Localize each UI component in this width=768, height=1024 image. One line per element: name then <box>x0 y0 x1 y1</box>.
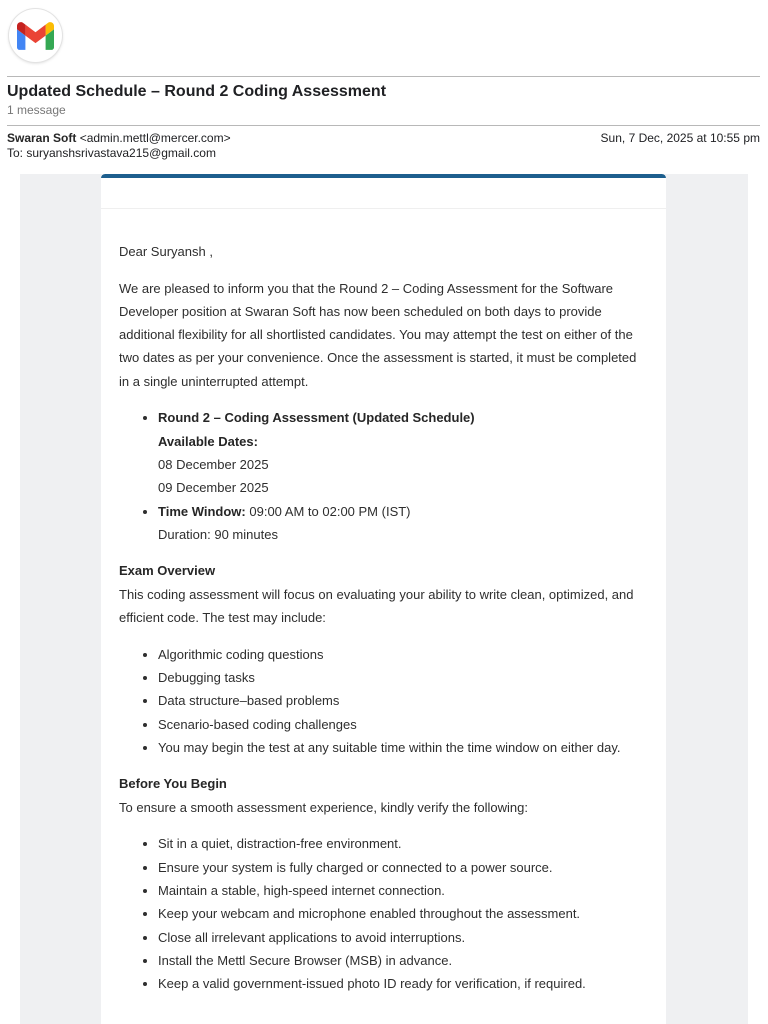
message-card <box>101 174 666 1024</box>
available-date: 08 December 2025 <box>158 456 269 472</box>
sender-name: Swaran Soft <box>7 131 77 145</box>
list-item: • Close all irrelevant applications to avoid interruptions. <box>158 926 648 949</box>
overview-list <box>119 643 648 759</box>
list-item: • Ensure your system is fully charged or connected to a power source. <box>158 856 648 879</box>
time-window-label: Time Window: <box>158 503 246 519</box>
exam-overview-section <box>119 559 648 629</box>
section-text: To ensure a smooth assessment experience, kindly verify the following: <box>119 799 528 815</box>
list-item: • Algorithmic coding questions <box>158 643 648 666</box>
header-divider <box>7 125 760 126</box>
message-content <box>101 209 666 995</box>
round-title: • Round 2 – Coding Assessment (Updated Schedule) <box>158 410 475 426</box>
gmail-icon <box>17 22 54 50</box>
list-item: • Keep your webcam and microphone enabled throughout the assessment. <box>158 902 648 925</box>
available-dates-label: Available Dates: <box>158 433 258 449</box>
list-item: • You may begin the test at any suitable time within the time window on either day. <box>158 736 648 759</box>
list-item <box>158 406 648 499</box>
intro-paragraph: We are pleased to inform you that the Round 2 – Coding Assessment for the Software Developer position at Swaran Soft has now been scheduled on both days to provide additional flexibility for all shortlisted candidates. You may attempt the test on either of the two dates as per your convenience. Once the assessment is started, it must be completed in a single uninterrupted attempt. <box>119 280 637 389</box>
email-subject: Updated Schedule – Round 2 Coding Assessment <box>7 83 387 100</box>
time-window-line <box>158 500 648 523</box>
available-date: 09 December 2025 <box>158 480 269 496</box>
card-header <box>101 178 666 209</box>
time-window-value: 09:00 AM to 02:00 PM (IST) <box>249 503 411 519</box>
list-item: • Debugging tasks <box>158 666 648 689</box>
section-heading: Exam Overview <box>119 563 216 579</box>
section-heading: Before You Begin <box>119 776 227 792</box>
sent-date: Sun, 7 Dec, 2025 at 10:55 pm <box>600 131 760 145</box>
list-item <box>158 500 648 547</box>
section-text: This coding assessment will focus on evaluating your ability to write clean, optimized, and efficient code. The test may include: <box>119 586 634 626</box>
message-count: 1 message <box>7 103 66 117</box>
list-item: • Scenario-based coding challenges <box>158 713 648 736</box>
duration: Duration: 90 minutes <box>158 526 278 542</box>
before-you-begin-section <box>119 772 648 819</box>
sender-row <box>7 131 760 145</box>
sender-info <box>7 131 231 145</box>
gmail-logo <box>9 9 62 62</box>
list-item: • Data structure–based problems <box>158 689 648 712</box>
recipient-line: To: suryanshsrivastava215@gmail.com <box>7 146 216 160</box>
list-item: • Keep a valid government-issued photo ID ready for verification, if required. <box>158 972 648 995</box>
header-divider <box>7 76 760 77</box>
list-item: • Sit in a quiet, distraction-free environment. <box>158 832 648 855</box>
greeting: Dear Suryansh , <box>119 244 213 259</box>
sender-email: <admin.mettl@mercer.com> <box>79 131 231 145</box>
schedule-list <box>119 406 648 546</box>
checklist <box>119 832 648 995</box>
list-item: • Maintain a stable, high-speed internet connection. <box>158 879 648 902</box>
list-item: • Install the Mettl Secure Browser (MSB) in advance. <box>158 949 648 972</box>
